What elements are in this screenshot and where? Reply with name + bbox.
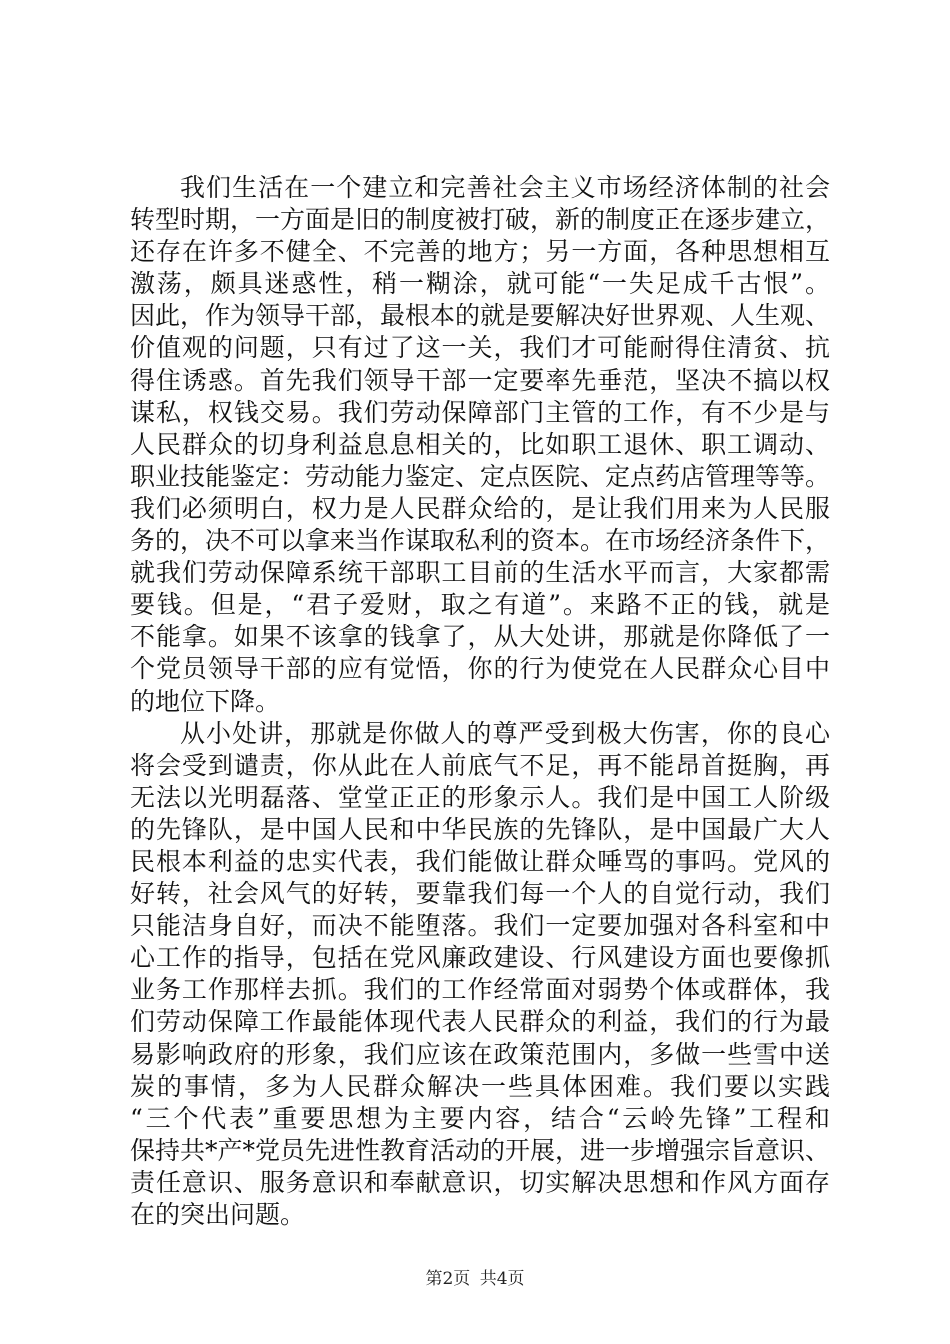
paragraph [130, 172, 830, 718]
paragraph-line: “三个代表”重要思想为主要内容，结合“云岭先锋”工程和 [130, 1103, 830, 1133]
paragraph [130, 718, 830, 1232]
paragraph-line: 就我们劳动保障系统干部职工目前的生活水平而言，大家都需 [130, 558, 830, 588]
paragraph-line: 无法以光明磊落、堂堂正正的形象示人。我们是中国工人阶级 [130, 782, 830, 812]
paragraph-line: 心工作的指导，包括在党风廉政建设、行风建设方面也要像抓 [130, 943, 830, 973]
page-number: 第2页 [425, 1269, 471, 1289]
paragraph-line: 们劳动保障工作最能体现代表人民群众的利益，我们的行为最 [130, 1007, 830, 1037]
paragraph-line: 好转，社会风气的好转，要靠我们每一个人的自觉行动，我们 [130, 879, 830, 909]
document-body [130, 172, 830, 1231]
paragraph-line: 我们必须明白，权力是人民群众给的，是让我们用来为人民服 [130, 493, 830, 523]
paragraph-line: 从小处讲，那就是你做人的尊严受到极大伤害，你的良心 [180, 718, 830, 748]
paragraph-line: 不能拿。如果不该拿的钱拿了，从大处讲，那就是你降低了一 [130, 622, 830, 652]
paragraph-line: 务的，决不可以拿来当作谋取私利的资本。在市场经济条件下， [130, 526, 831, 556]
paragraph-line: 转型时期，一方面是旧的制度被打破，新的制度正在逐步建立， [130, 205, 831, 235]
page-total: 共4页 [479, 1269, 525, 1289]
paragraph-line: 谋私，权钱交易。我们劳动保障部门主管的工作，有不少是与 [130, 397, 830, 427]
paragraph-line: 因此，作为领导干部，最根本的就是要解决好世界观、人生观、 [130, 301, 831, 331]
paragraph-line: 保持共*产*党员先进性教育活动的开展，进一步增强宗旨意识、 [130, 1135, 831, 1165]
paragraph-line: 民根本利益的忠实代表，我们能做让群众唾骂的事吗。党风的 [130, 846, 830, 876]
paragraph-line: 责任意识、服务意识和奉献意识，切实解决思想和作风方面存 [130, 1167, 830, 1197]
paragraph-line: 人民群众的切身利益息息相关的，比如职工退休、职工调动、 [130, 429, 830, 459]
paragraph-line: 得住诱惑。首先我们领导干部一定要率先垂范，坚决不搞以权 [130, 365, 830, 395]
paragraph-line: 易影响政府的形象，我们应该在政策范围内，多做一些雪中送 [130, 1039, 830, 1069]
paragraph-line: 的先锋队，是中国人民和中华民族的先锋队，是中国最广大人 [130, 814, 830, 844]
page-footer [0, 1268, 950, 1290]
paragraph-line: 价值观的问题，只有过了这一关，我们才可能耐得住清贫、抗 [130, 333, 830, 363]
paragraph-line: 要钱。但是，“君子爱财，取之有道”。来路不正的钱，就是 [130, 590, 830, 620]
paragraph-line: 职业技能鉴定：劳动能力鉴定、定点医院、定点药店管理等等。 [130, 461, 831, 491]
paragraph-line: 只能洁身自好，而决不能堕落。我们一定要加强对各科室和中 [130, 911, 830, 941]
paragraph-line: 个党员领导干部的应有觉悟，你的行为使党在人民群众心目中 [130, 654, 830, 684]
paragraph-line: 炭的事情，多为人民群众解决一些具体困难。我们要以实践 [130, 1071, 830, 1101]
paragraph-line: 我们生活在一个建立和完善社会主义市场经济体制的社会 [180, 173, 830, 202]
paragraph-line: 将会受到谴责，你从此在人前底气不足，再不能昂首挺胸，再 [130, 750, 830, 780]
paragraph-line: 激荡，颇具迷惑性，稍一糊涂，就可能“一失足成千古恨”。 [130, 269, 830, 299]
paragraph-line: 在的突出问题。 [130, 1200, 306, 1229]
paragraph-line: 业务工作那样去抓。我们的工作经常面对弱势个体或群体，我 [130, 975, 830, 1005]
paragraph-line: 还存在许多不健全、不完善的地方；另一方面，各种思想相互 [130, 237, 830, 267]
paragraph-line: 的地位下降。 [130, 686, 281, 716]
